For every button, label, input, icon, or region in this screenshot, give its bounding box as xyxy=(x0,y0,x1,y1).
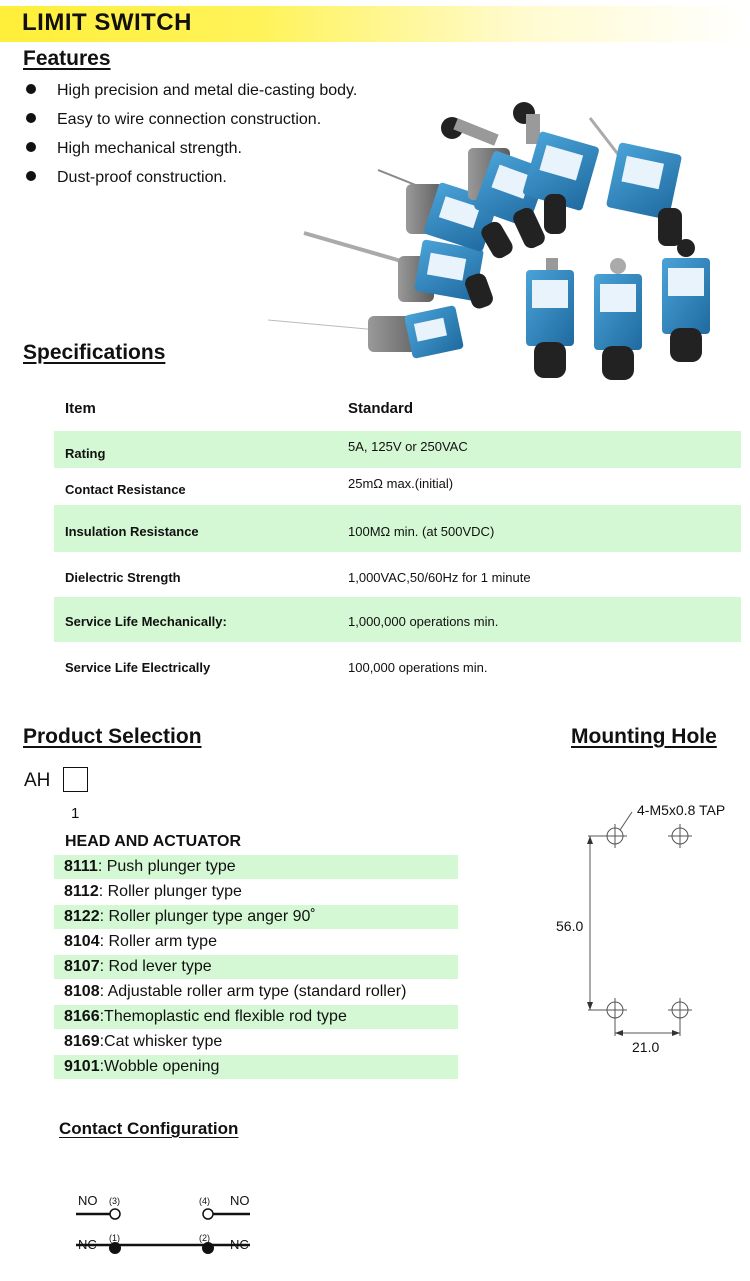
spec-value: 100MΩ min. (at 500VDC) xyxy=(348,524,495,539)
list-item: 9101:Wobble opening xyxy=(54,1055,458,1079)
terminal-4-label: (4) xyxy=(199,1196,210,1206)
spec-item: Insulation Resistance xyxy=(65,524,199,539)
bullet-icon xyxy=(26,171,36,181)
terminal-2-label: (2) xyxy=(199,1233,210,1243)
spec-col-item: Item xyxy=(65,400,96,417)
spec-item: Service Life Mechanically: xyxy=(65,614,227,629)
features-heading: Features xyxy=(23,47,111,70)
spec-value: 1,000,000 operations min. xyxy=(348,614,499,629)
switch-icon xyxy=(606,142,682,246)
terminal-3-label: (3) xyxy=(109,1196,120,1206)
list-item: 8108: Adjustable roller arm type (standard roller) xyxy=(64,983,407,1000)
feature-item: Easy to wire connection construction. xyxy=(26,111,321,129)
table-row xyxy=(54,552,741,597)
spec-value: 100,000 operations min. xyxy=(348,660,488,675)
table-row xyxy=(54,597,741,642)
nc-right-label: NC xyxy=(230,1237,249,1252)
table-row xyxy=(54,642,741,690)
spec-value: 1,000VAC,50/60Hz for 1 minute xyxy=(348,570,531,585)
spec-value: 5A, 125V or 250VAC xyxy=(348,439,468,454)
switch-icon xyxy=(662,239,710,362)
bullet-icon xyxy=(26,142,36,152)
list-item: 8112: Roller plunger type xyxy=(64,883,242,900)
nc-terminal-icon xyxy=(202,1242,214,1254)
contact-configuration-heading: Contact Configuration xyxy=(59,1119,239,1138)
model-code-index: 1 xyxy=(71,805,80,822)
bullet-icon xyxy=(26,113,36,123)
product-photo xyxy=(268,98,750,388)
table-row xyxy=(54,431,741,468)
spec-value: 25mΩ max.(initial) xyxy=(348,476,454,491)
spec-col-standard: Standard xyxy=(348,400,414,417)
table-row xyxy=(54,468,741,505)
switch-icon xyxy=(526,258,574,378)
list-item: 8166:Themoplastic end flexible rod type xyxy=(54,1005,458,1029)
model-prefix: AH xyxy=(24,770,51,791)
product-selection-heading: Product Selection xyxy=(23,725,202,748)
model-code-box xyxy=(63,767,88,792)
switch-icon xyxy=(368,305,464,359)
no-terminal-icon xyxy=(110,1209,120,1219)
width-dimension: 21.0 xyxy=(632,1039,660,1055)
list-item: 8169:Cat whisker type xyxy=(64,1033,223,1050)
terminal-1-label: (1) xyxy=(109,1233,120,1243)
list-item: 8122: Roller plunger type anger 90˚ xyxy=(54,905,458,929)
no-left-label: NO xyxy=(78,1193,98,1208)
tap-label: 4-M5x0.8 TAP xyxy=(637,802,726,818)
spec-item: Rating xyxy=(65,446,106,461)
feature-item: Dust-proof construction. xyxy=(26,169,227,187)
no-terminal-icon xyxy=(203,1209,213,1219)
height-dimension: 56.0 xyxy=(556,918,584,934)
table-row xyxy=(54,505,741,552)
spec-item: Contact Resistance xyxy=(65,482,186,497)
specifications-heading: Specifications xyxy=(23,341,166,364)
switch-icon xyxy=(594,258,642,380)
feature-item: High mechanical strength. xyxy=(26,140,242,158)
spec-table-header xyxy=(54,388,741,428)
bullet-icon xyxy=(26,84,36,94)
head-actuator-heading: HEAD AND ACTUATOR xyxy=(65,833,241,850)
spec-item: Service Life Electrically xyxy=(65,660,211,675)
nc-left-label: NC xyxy=(78,1237,97,1252)
nc-terminal-icon xyxy=(109,1242,121,1254)
list-item: 8107: Rod lever type xyxy=(54,955,458,979)
no-right-label: NO xyxy=(230,1193,250,1208)
list-item: 8104: Roller arm type xyxy=(64,933,217,950)
mounting-hole-heading: Mounting Hole xyxy=(571,725,717,748)
page-title: LIMIT SWITCH xyxy=(22,9,192,36)
feature-item: High precision and metal die-casting body. xyxy=(26,82,357,100)
list-item: 8111: Push plunger type xyxy=(54,855,458,879)
spec-item: Dielectric Strength xyxy=(65,570,181,585)
